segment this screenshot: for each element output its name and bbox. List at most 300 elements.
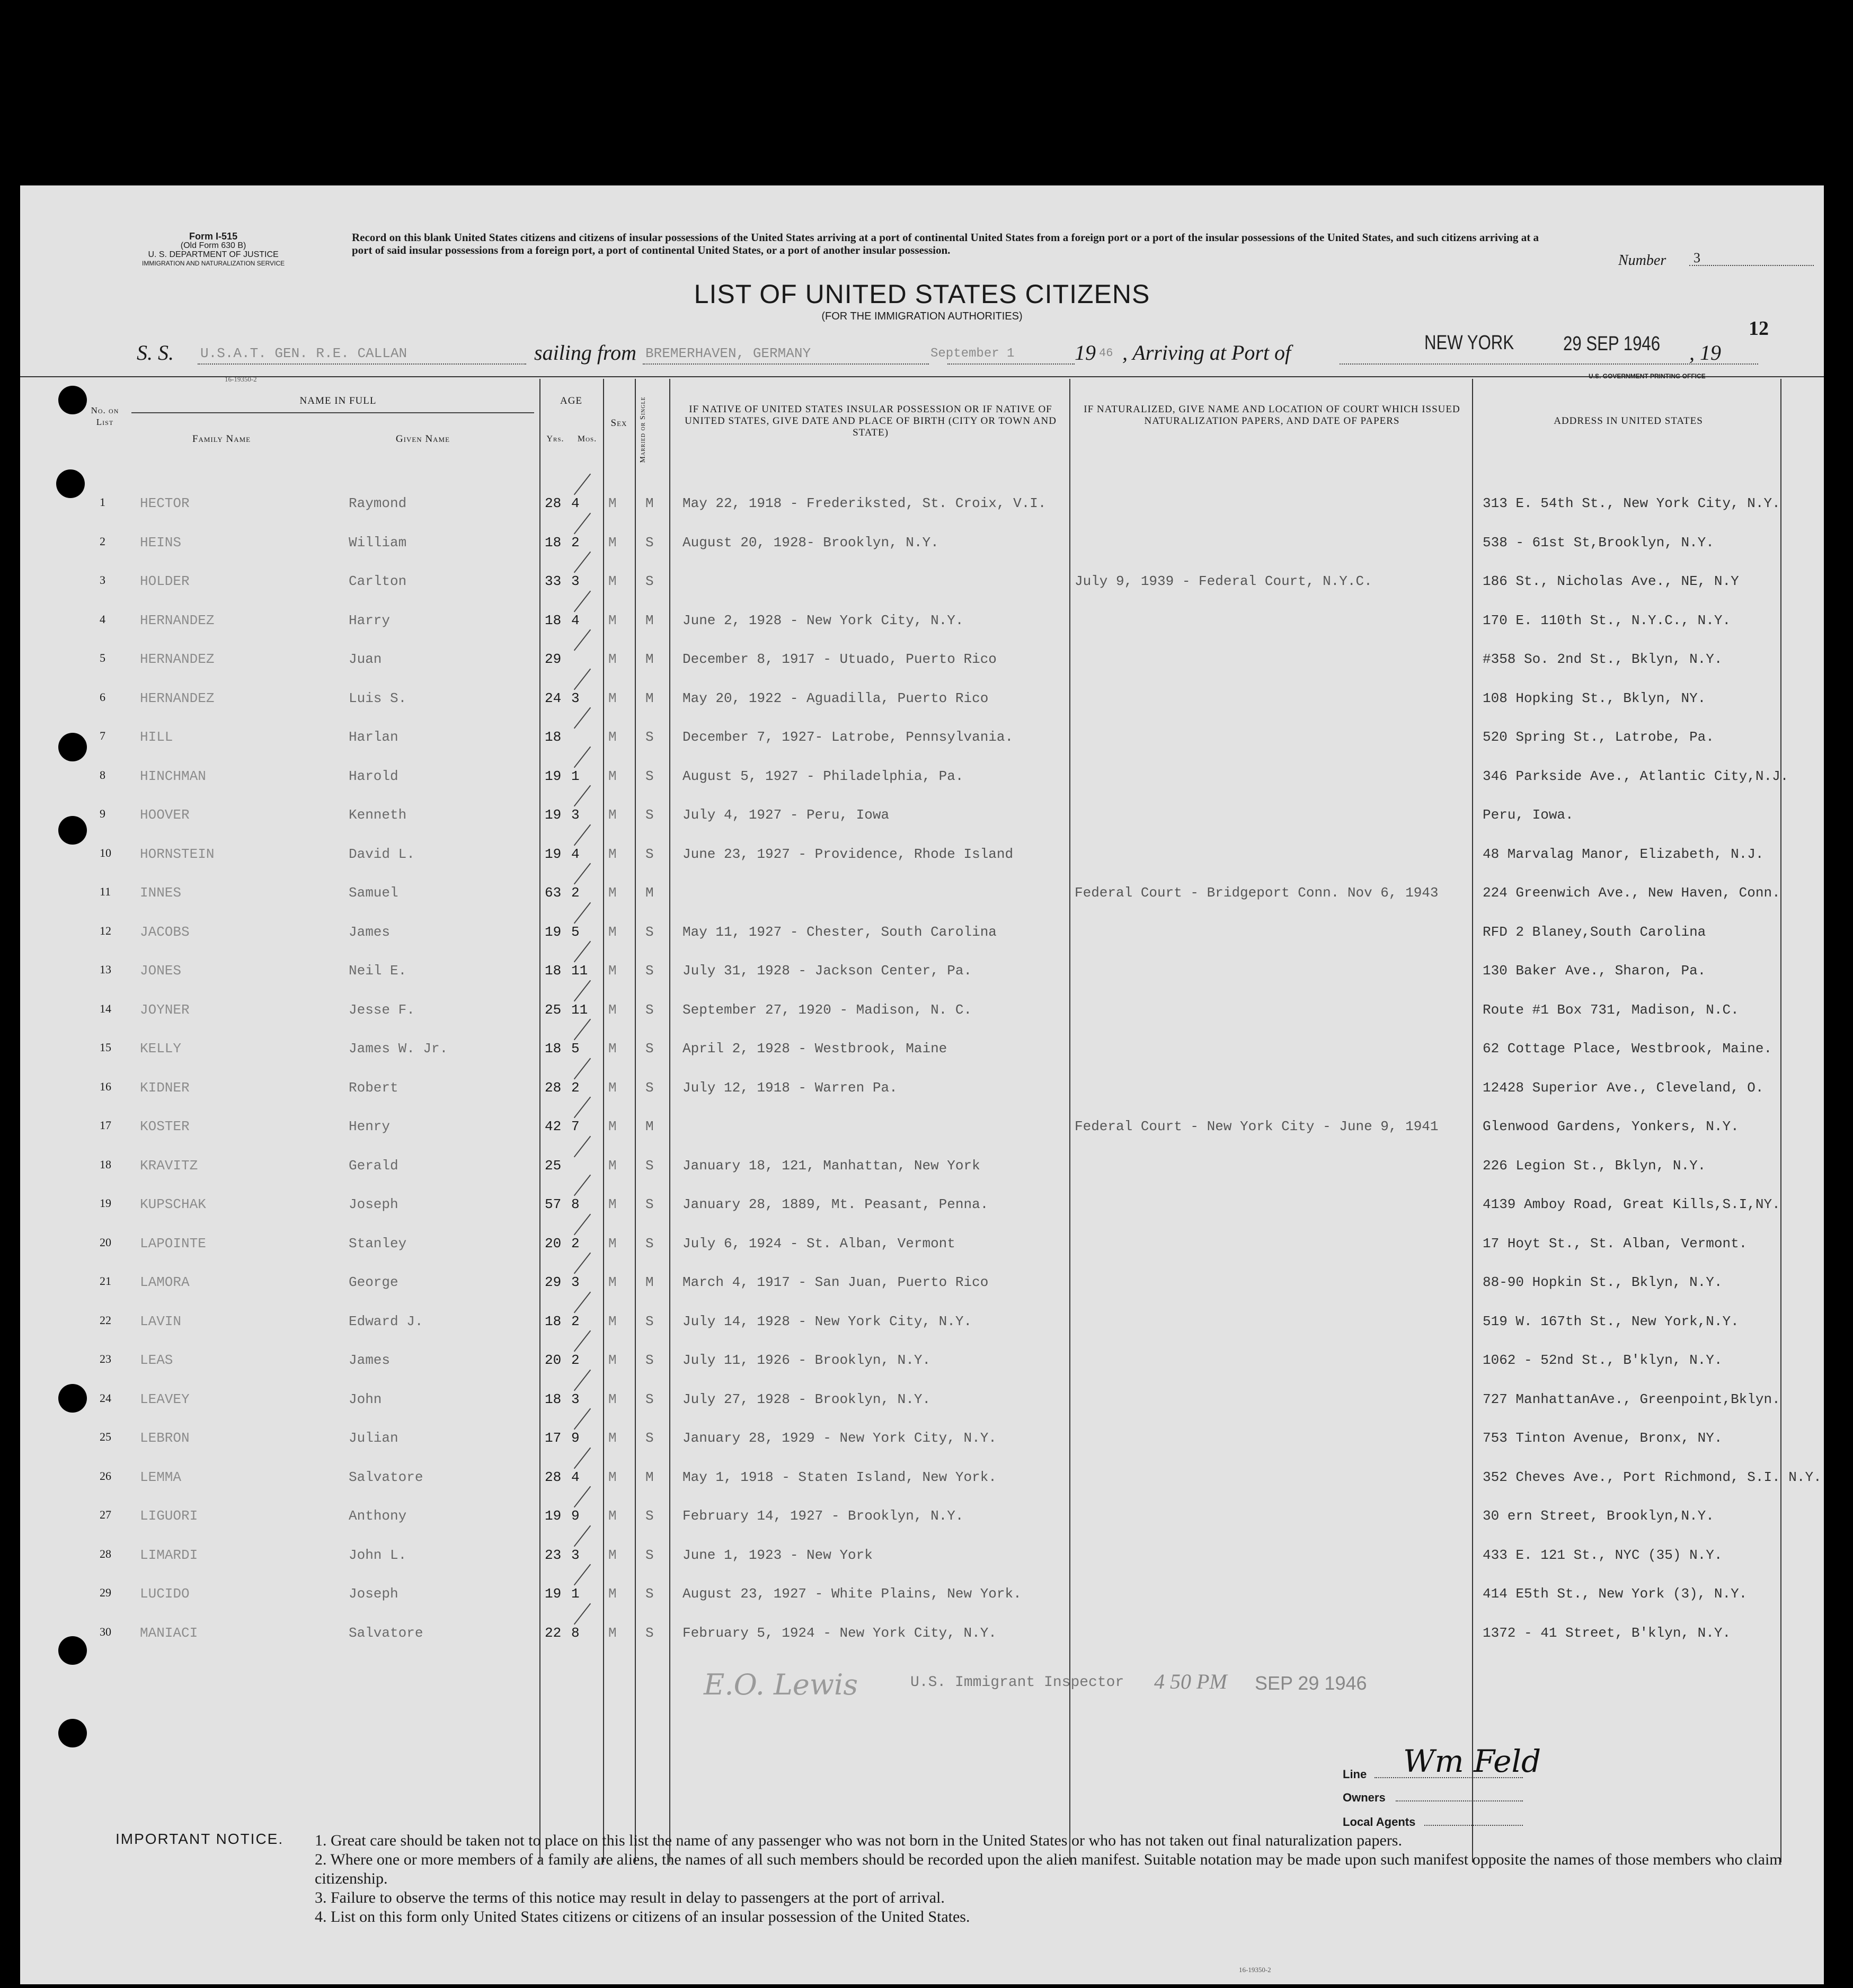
table-row [20, 573, 1824, 605]
row-number: 26 [100, 1469, 111, 1483]
given-name: Neil E. [349, 963, 407, 979]
birth-info: May 22, 1918 - Frederiksted, St. Croix, V.I. [682, 495, 1047, 511]
table-row [20, 1041, 1824, 1072]
age-months: 4 [571, 495, 580, 511]
table-row [20, 1196, 1824, 1228]
birth-info: August 20, 1928- Brooklyn, N.Y. [682, 534, 939, 551]
address: 108 Hopking St., Bklyn, NY. [1483, 690, 1706, 706]
marital-status: M [645, 495, 654, 511]
punch-hole [58, 1719, 87, 1747]
given-name: John L. [349, 1547, 407, 1563]
age-months: 4 [571, 612, 580, 628]
family-name: HERNANDEZ [140, 690, 215, 706]
age-years: 29 [545, 651, 562, 667]
agents-label: Local Agents [1343, 1815, 1416, 1829]
address: 62 Cottage Place, Westbrook, Maine. [1483, 1041, 1772, 1057]
agents-dotted-line [1424, 1825, 1523, 1826]
sex: M [608, 651, 617, 667]
given-name: James [349, 924, 391, 940]
given-name: Jesse F. [349, 1001, 415, 1018]
age-months: 3 [571, 1274, 580, 1290]
birth-info: July 6, 1924 - St. Alban, Vermont [682, 1235, 955, 1252]
age-years: 42 [545, 1119, 562, 1134]
age-months: 2 [571, 1235, 580, 1252]
row-number: 25 [100, 1430, 111, 1443]
table-row [20, 768, 1824, 800]
sex: M [608, 1274, 617, 1290]
address: 186 St., Nicholas Ave., NE, N.Y [1483, 573, 1739, 589]
number-dotted-line [1689, 265, 1814, 266]
given-name: Harry [349, 612, 391, 628]
table-row [20, 1274, 1824, 1306]
address: 414 E5th St., New York (3), N.Y. [1483, 1586, 1748, 1602]
address: Glenwood Gardens, Yonkers, N.Y. [1483, 1119, 1739, 1134]
table-row [20, 1119, 1824, 1150]
sex: M [608, 495, 617, 511]
row-number: 20 [100, 1235, 111, 1249]
age-years: 28 [545, 1469, 562, 1485]
address: 433 E. 121 St., NYC (35) N.Y. [1483, 1547, 1723, 1563]
age-years: 19 [545, 807, 562, 823]
age-years: 18 [545, 1313, 562, 1329]
marital-status: S [645, 1391, 654, 1407]
sex: M [608, 1391, 617, 1407]
birth-info: July 4, 1927 - Peru, Iowa [682, 807, 890, 823]
marital-status: S [645, 1547, 654, 1563]
given-name: Julian [349, 1430, 398, 1446]
gpo-mark: U.S. GOVERNMENT PRINTING OFFICE [1589, 372, 1706, 380]
row-number: 21 [100, 1274, 111, 1288]
row-number: 12 [100, 924, 111, 937]
punch-hole [58, 386, 87, 414]
family-name: LUCIDO [140, 1586, 190, 1602]
ship-dotted-line [198, 363, 526, 365]
given-name: Anthony [349, 1508, 407, 1524]
marital-status: S [645, 963, 654, 979]
marital-status: M [645, 1469, 654, 1485]
family-name: KIDNER [140, 1079, 190, 1096]
birth-info: March 4, 1917 - San Juan, Puerto Rico [682, 1274, 989, 1290]
table-row [20, 1236, 1824, 1267]
address: #358 So. 2nd St., Bklyn, N.Y. [1483, 651, 1723, 667]
inspector-title: U.S. Immigrant Inspector [910, 1674, 1124, 1691]
sex: M [608, 573, 617, 589]
sex: M [608, 1508, 617, 1524]
sex: M [608, 1157, 617, 1174]
given-name: Edward J. [349, 1313, 423, 1329]
row-number: 23 [100, 1352, 111, 1365]
punch-hole [56, 469, 85, 498]
marital-status: S [645, 1586, 654, 1602]
age-months: 11 [571, 1001, 588, 1018]
given-name: David L. [349, 846, 415, 862]
row-number: 10 [100, 846, 111, 859]
row-number: 14 [100, 1001, 111, 1015]
page-title: LIST OF UNITED STATES CITIZENS [694, 279, 1150, 309]
table-row [20, 1508, 1824, 1540]
birth-info: June 1, 1923 - New York [682, 1547, 873, 1563]
birth-info: January 28, 1929 - New York City, N.Y. [682, 1430, 997, 1446]
table-row [20, 924, 1824, 956]
marital-status: S [645, 1235, 654, 1252]
check-mark [574, 474, 591, 495]
given-name: Henry [349, 1119, 391, 1134]
address: 538 - 61st St,Brooklyn, N.Y. [1483, 534, 1714, 551]
address: 12428 Superior Ave., Cleveland, O. [1483, 1079, 1764, 1096]
age-years: 24 [545, 690, 562, 706]
arriving-label: , Arriving at Port of [1122, 341, 1291, 365]
year-suffix: 46 [1099, 347, 1113, 360]
header-no: No. on List [91, 405, 119, 427]
age-months: 3 [571, 807, 580, 823]
family-name: LEAS [140, 1352, 173, 1368]
row-number: 1 [100, 495, 105, 509]
address: 1372 - 41 Street, B'klyn, N.Y. [1483, 1625, 1731, 1641]
given-name: Carlton [349, 573, 407, 589]
age-years: 18 [545, 1041, 562, 1057]
address: 48 Marvalag Manor, Elizabeth, N.J. [1483, 846, 1764, 862]
sex: M [608, 729, 617, 745]
given-name: Stanley [349, 1235, 407, 1252]
table-row [20, 1391, 1824, 1423]
naturalization-info: Federal Court - Bridgeport Conn. Nov 6, 1943 [1075, 885, 1439, 901]
family-name: LEMMA [140, 1469, 182, 1485]
row-number: 5 [100, 651, 105, 664]
birth-info: July 11, 1926 - Brooklyn, N.Y. [682, 1352, 931, 1368]
age-months: 2 [571, 885, 580, 901]
family-name: KOSTER [140, 1119, 190, 1134]
given-name: Kenneth [349, 807, 407, 823]
name-header-rule [131, 412, 534, 413]
form-id-line: Form I-515 [189, 231, 238, 242]
header-mos: Mos. [577, 434, 597, 443]
sex: M [608, 963, 617, 979]
row-number: 16 [100, 1079, 111, 1093]
notice-item: 4. List on this form only United States citizens or citizens of an insular possession of the United States. [315, 1908, 970, 1925]
table-row [20, 1547, 1824, 1579]
age-months: 2 [571, 534, 580, 551]
notice-item: 3. Failure to observe the terms of this notice may result in delay to passengers at the port of arrival. [315, 1889, 945, 1906]
date-dotted-line [947, 363, 1075, 365]
birth-info: August 5, 1927 - Philadelphia, Pa. [682, 768, 964, 784]
sailing-from-port: BREMERHAVEN, GERMANY [645, 345, 811, 361]
notice-title: IMPORTANT NOTICE. [116, 1831, 284, 1847]
age-years: 18 [545, 729, 562, 745]
birth-info: February 5, 1924 - New York City, N.Y. [682, 1625, 997, 1641]
given-name: George [349, 1274, 398, 1290]
birth-info: May 11, 1927 - Chester, South Carolina [682, 924, 997, 940]
marital-status: S [645, 729, 654, 745]
marital-status: M [645, 651, 654, 667]
inspector-signature: E.O. Lewis [704, 1668, 858, 1701]
header-yrs: Yrs. [546, 434, 564, 443]
given-name: Gerald [349, 1157, 398, 1174]
line-label: Line [1343, 1768, 1367, 1781]
family-name: LEAVEY [140, 1391, 190, 1407]
age-years: 28 [545, 1079, 562, 1096]
age-months: 3 [571, 1547, 580, 1563]
age-months: 2 [571, 1079, 580, 1096]
birth-info: July 14, 1928 - New York City, N.Y. [682, 1313, 972, 1329]
address: 520 Spring St., Latrobe, Pa. [1483, 729, 1714, 745]
address: 519 W. 167th St., New York,N.Y. [1483, 1313, 1739, 1329]
sex: M [608, 924, 617, 940]
family-name: HILL [140, 729, 173, 745]
birth-info: September 27, 1920 - Madison, N. C. [682, 1001, 972, 1018]
sex: M [608, 1235, 617, 1252]
sex: M [608, 534, 617, 551]
table-row [20, 1430, 1824, 1462]
given-name: Joseph [349, 1586, 398, 1602]
address: 753 Tinton Avenue, Bronx, NY. [1483, 1430, 1723, 1446]
family-name: JOYNER [140, 1001, 190, 1018]
header-married-single: Married or Single [639, 396, 647, 463]
address: 352 Cheves Ave., Port Richmond, S.I. N.Y. [1483, 1469, 1822, 1485]
marital-status: S [645, 1157, 654, 1174]
row-number: 28 [100, 1547, 111, 1560]
header-sex: Sex [610, 418, 627, 429]
marital-status: S [645, 1196, 654, 1212]
marital-status: S [645, 1625, 654, 1641]
row-number: 27 [100, 1508, 111, 1521]
sex: M [608, 612, 617, 628]
family-name: JACOBS [140, 924, 190, 940]
age-years: 18 [545, 612, 562, 628]
sex: M [608, 1352, 617, 1368]
sailing-date: September 1 [930, 347, 1015, 361]
family-name: HINCHMAN [140, 768, 206, 784]
notice-item: 1. Great care should be taken not to place on this list the name of any passenger who was not born in the United States or who has not taken out final naturalization papers. [315, 1832, 1402, 1849]
table-row [20, 1158, 1824, 1190]
age-months: 3 [571, 573, 580, 589]
address: 727 ManhattanAve., Greenpoint,Bklyn. [1483, 1391, 1780, 1407]
age-months: 9 [571, 1430, 580, 1446]
table-row [20, 807, 1824, 839]
form-id-line: IMMIGRATION AND NATURALIZATION SERVICE [142, 260, 285, 267]
given-name: Luis S. [349, 690, 407, 706]
table-row [20, 729, 1824, 761]
table-row [20, 1002, 1824, 1034]
table-row [20, 495, 1824, 527]
given-name: Robert [349, 1079, 398, 1096]
marital-status: S [645, 1041, 654, 1057]
address: 170 E. 110th St., N.Y.C., N.Y. [1483, 612, 1731, 628]
age-years: 19 [545, 846, 562, 862]
form-id-line: (Old Form 630 B) [180, 241, 246, 250]
given-name: William [349, 534, 407, 551]
address: 88-90 Hopkin St., Bklyn, N.Y. [1483, 1274, 1723, 1290]
row-number: 8 [100, 768, 105, 782]
table-row [20, 613, 1824, 644]
family-name: INNES [140, 885, 182, 901]
sex: M [608, 1313, 617, 1329]
row-number: 3 [100, 573, 105, 587]
family-name: HEINS [140, 534, 182, 551]
marital-status: S [645, 534, 654, 551]
marital-status: S [645, 573, 654, 589]
address: 130 Baker Ave., Sharon, Pa. [1483, 963, 1706, 979]
row-number: 6 [100, 690, 105, 704]
manifest-sheet [20, 185, 1824, 1984]
age-months: 2 [571, 1352, 580, 1368]
given-name: James [349, 1352, 391, 1368]
age-years: 23 [545, 1547, 562, 1563]
birth-info: July 31, 1928 - Jackson Center, Pa. [682, 963, 972, 979]
family-name: LAPOINTE [140, 1235, 206, 1252]
header-family-name: Family Name [192, 433, 251, 445]
sailing-from-label: sailing from [534, 341, 636, 365]
table-row [20, 651, 1824, 683]
naturalization-info: Federal Court - New York City - June 9, 1941 [1075, 1119, 1439, 1134]
line-signature: Wm Feld [1403, 1743, 1541, 1779]
naturalization-info: July 9, 1939 - Federal Court, N.Y.C. [1075, 573, 1372, 589]
sex: M [608, 885, 617, 901]
family-name: LAMORA [140, 1274, 190, 1290]
family-name: JONES [140, 963, 182, 979]
marital-status: S [645, 807, 654, 823]
sex: M [608, 690, 617, 706]
address: 1062 - 52nd St., B'klyn, N.Y. [1483, 1352, 1723, 1368]
sex: M [608, 1079, 617, 1096]
family-name: LEBRON [140, 1430, 190, 1446]
age-years: 57 [545, 1196, 562, 1212]
birth-info: February 14, 1927 - Brooklyn, N.Y. [682, 1508, 964, 1524]
address: 4139 Amboy Road, Great Kills,S.I,NY. [1483, 1196, 1780, 1212]
age-years: 63 [545, 885, 562, 901]
birth-info: April 2, 1928 - Westbrook, Maine [682, 1041, 947, 1057]
row-number: 30 [100, 1625, 111, 1638]
marital-status: S [645, 1508, 654, 1524]
birth-info: January 28, 1889, Mt. Peasant, Penna. [682, 1196, 989, 1212]
marital-status: S [645, 846, 654, 862]
row-number: 29 [100, 1586, 111, 1599]
form-number-top: 16-19350-2 [225, 375, 257, 383]
family-name: HORNSTEIN [140, 846, 215, 862]
form-identification [142, 232, 285, 268]
marital-status: S [645, 1313, 654, 1329]
address: Route #1 Box 731, Madison, N.C. [1483, 1001, 1739, 1018]
age-years: 19 [545, 924, 562, 940]
address: 224 Greenwich Ave., New Haven, Conn. [1483, 885, 1780, 901]
sex: M [608, 1586, 617, 1602]
year-prefix-2: , 19 [1689, 341, 1721, 365]
age-months: 7 [571, 1119, 580, 1134]
sex: M [608, 1547, 617, 1563]
row-number: 2 [100, 534, 105, 548]
row-number: 15 [100, 1041, 111, 1054]
table-row [20, 1314, 1824, 1345]
inspector-date-stamp: SEP 29 1946 [1255, 1672, 1367, 1694]
age-months: 3 [571, 690, 580, 706]
marital-status: S [645, 768, 654, 784]
age-years: 29 [545, 1274, 562, 1290]
birth-info: May 1, 1918 - Staten Island, New York. [682, 1469, 997, 1485]
row-number: 17 [100, 1119, 111, 1132]
table-row [20, 1080, 1824, 1112]
marital-status: S [645, 1079, 654, 1096]
family-name: HERNANDEZ [140, 651, 215, 667]
marital-status: S [645, 1352, 654, 1368]
number-label: Number [1618, 252, 1666, 269]
address: 346 Parkside Ave., Atlantic City,N.J. [1483, 768, 1789, 784]
year-prefix: 19 [1075, 341, 1096, 365]
ss-label: S. S. [137, 341, 174, 365]
birth-info: July 12, 1918 - Warren Pa. [682, 1079, 898, 1096]
birth-info: January 18, 121, Manhattan, New York [682, 1157, 980, 1174]
family-name: HECTOR [140, 495, 190, 511]
age-months: 8 [571, 1625, 580, 1641]
age-months: 4 [571, 1469, 580, 1485]
given-name: Salvatore [349, 1625, 423, 1641]
birth-info: May 20, 1922 - Aguadilla, Puerto Rico [682, 690, 989, 706]
age-months: 1 [571, 1586, 580, 1602]
given-name: James W. Jr. [349, 1041, 448, 1057]
age-months: 11 [571, 963, 588, 979]
age-years: 17 [545, 1430, 562, 1446]
arrival-stamp: 29 SEP 1946 [1563, 333, 1661, 355]
address: 30 ern Street, Brooklyn,N.Y. [1483, 1508, 1714, 1524]
age-years: 20 [545, 1235, 562, 1252]
ship-name: U.S.A.T. GEN. R.E. CALLAN [200, 345, 407, 361]
family-name: LAVIN [140, 1313, 182, 1329]
sex: M [608, 1196, 617, 1212]
form-number-bottom: 16-19350-2 [1239, 1966, 1271, 1974]
form-id-line: U. S. DEPARTMENT OF JUSTICE [148, 250, 279, 259]
marital-status: S [645, 1430, 654, 1446]
table-row [20, 535, 1824, 566]
row-number: 22 [100, 1313, 111, 1327]
sex: M [608, 1469, 617, 1485]
table-row [20, 846, 1824, 878]
page-subtitle: (FOR THE IMMIGRATION AUTHORITIES) [821, 310, 1023, 322]
age-years: 18 [545, 534, 562, 551]
family-name: MANIACI [140, 1625, 198, 1641]
age-months: 3 [571, 1391, 580, 1407]
marital-status: M [645, 612, 654, 628]
sex: M [608, 807, 617, 823]
age-years: 25 [545, 1157, 562, 1174]
table-row [20, 1586, 1824, 1618]
row-number: 7 [100, 729, 105, 742]
age-months: 5 [571, 924, 580, 940]
family-name: HERNANDEZ [140, 612, 215, 628]
marital-status: M [645, 1119, 654, 1134]
row-number: 11 [100, 885, 111, 898]
birth-info: August 23, 1927 - White Plains, New York. [682, 1586, 1022, 1602]
family-name: KELLY [140, 1041, 182, 1057]
family-name: HOOVER [140, 807, 190, 823]
given-name: Joseph [349, 1196, 398, 1212]
family-name: HOLDER [140, 573, 190, 589]
given-name: Juan [349, 651, 382, 667]
marital-status: M [645, 1274, 654, 1290]
header-address: ADDRESS IN UNITED STATES [1554, 415, 1703, 427]
address: 313 E. 54th St., New York City, N.Y. [1483, 495, 1780, 511]
age-years: 22 [545, 1625, 562, 1641]
number-value: 3 [1694, 250, 1700, 265]
birth-info: July 27, 1928 - Brooklyn, N.Y. [682, 1391, 931, 1407]
age-years: 19 [545, 1586, 562, 1602]
birth-info: June 2, 1928 - New York City, N.Y. [682, 612, 964, 628]
sex: M [608, 1001, 617, 1018]
header-given-name: Given Name [395, 433, 450, 445]
notice-item: 2. Where one or more members of a family are aliens, the names of all such members should be recorded upon the alien manifest. Suitable notation may be made upon such manifest opposite the names of those members who claim citizenship. [315, 1851, 1782, 1887]
sex: M [608, 1430, 617, 1446]
page-number: 12 [1749, 317, 1769, 340]
address: RFD 2 Blaney,South Carolina [1483, 924, 1706, 940]
age-years: 25 [545, 1001, 562, 1018]
sex: M [608, 846, 617, 862]
